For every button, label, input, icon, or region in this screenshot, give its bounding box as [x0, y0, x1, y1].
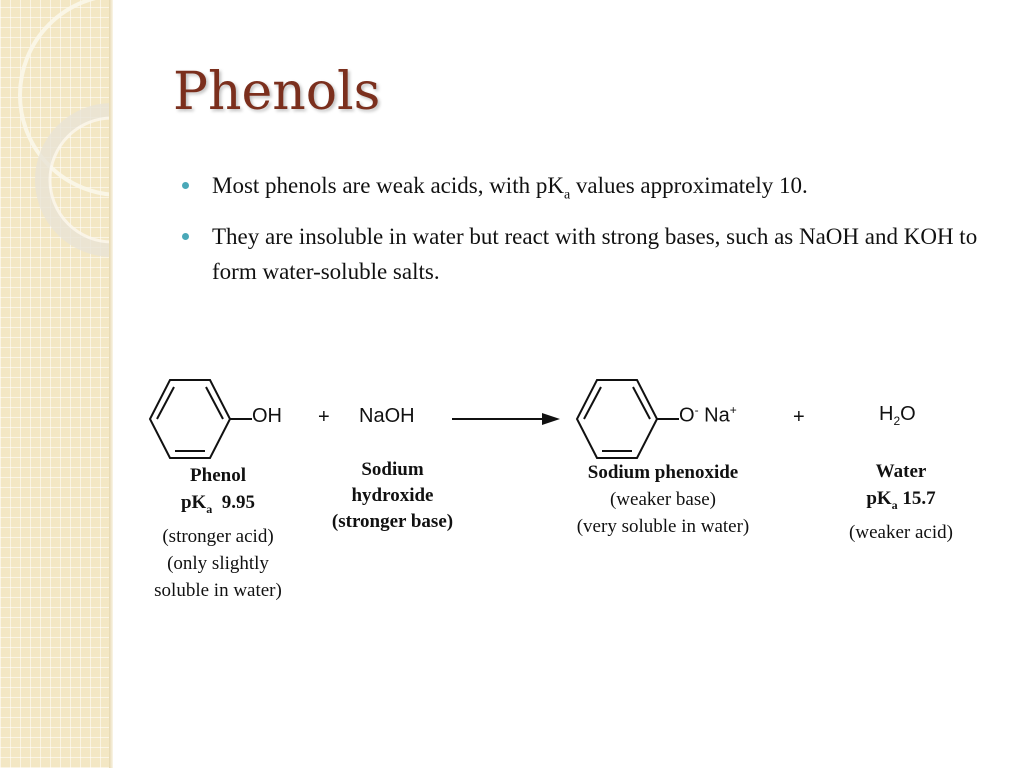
- phenol-name: Phenol: [190, 465, 246, 486]
- negative-charge: -: [694, 403, 699, 417]
- phenoxide-name: Sodium phenoxide: [587, 462, 739, 483]
- water-oxygen-label: O: [900, 403, 916, 425]
- bullet-text-part2: values approximately 10.: [570, 173, 808, 198]
- pka-subscript: a: [563, 187, 571, 203]
- phenol-pka: [125, 489, 311, 523]
- slide-title: Phenols: [173, 62, 381, 122]
- plus-sign-2: +: [793, 406, 805, 428]
- water-pka: [820, 485, 982, 519]
- phenol-note-1: (stronger acid): [162, 525, 274, 547]
- phenoxide-benzene-ring: [577, 380, 679, 458]
- water-note-1: (weaker acid): [849, 521, 953, 543]
- phenoxide-ion-formula: [679, 403, 737, 428]
- bullet-text: They are insoluble in water but react with strong bases, such as NaOH and KOH to form water-soluble salts.: [212, 223, 978, 284]
- positive-charge: +: [729, 403, 737, 417]
- pka-value: 9.95: [221, 492, 256, 513]
- phenol-note-3: soluble in water): [154, 579, 282, 601]
- bullet-text-part1: Most phenols are weak acids, with pK: [212, 173, 564, 198]
- plus-sign: +: [318, 406, 330, 428]
- phenoxide-note-2: (very soluble in water): [576, 516, 750, 537]
- naoh-line-2: hydroxide: [351, 485, 434, 506]
- phenol-hydroxyl-label: OH: [252, 405, 282, 427]
- reaction-arrow: [452, 413, 560, 425]
- water-subscript: 2: [893, 414, 901, 428]
- water-name: Water: [875, 461, 927, 482]
- phenoxide-caption: [540, 459, 786, 540]
- naoh-caption: [305, 457, 480, 535]
- phenol-note-2: (only slightly: [167, 552, 269, 574]
- naoh-formula: NaOH: [359, 405, 415, 427]
- pka-prefix: pK: [866, 488, 892, 509]
- naoh-line-3: (stronger base): [331, 511, 454, 532]
- pka-sub: a: [891, 497, 898, 512]
- oxygen-label: O: [679, 404, 695, 427]
- water-formula: [879, 403, 916, 428]
- phenoxide-note-1: (weaker base): [609, 489, 716, 510]
- phenol-benzene-ring: [150, 380, 252, 458]
- water-caption: [820, 458, 982, 546]
- naoh-line-1: Sodium: [361, 459, 424, 480]
- pka-sub: a: [206, 501, 213, 516]
- pka-value: 15.7: [902, 488, 936, 509]
- hydrogen-label: H: [879, 403, 894, 425]
- phenol-caption: [125, 462, 311, 604]
- sodium-label: Na: [704, 404, 730, 427]
- pka-prefix: pK: [180, 492, 207, 513]
